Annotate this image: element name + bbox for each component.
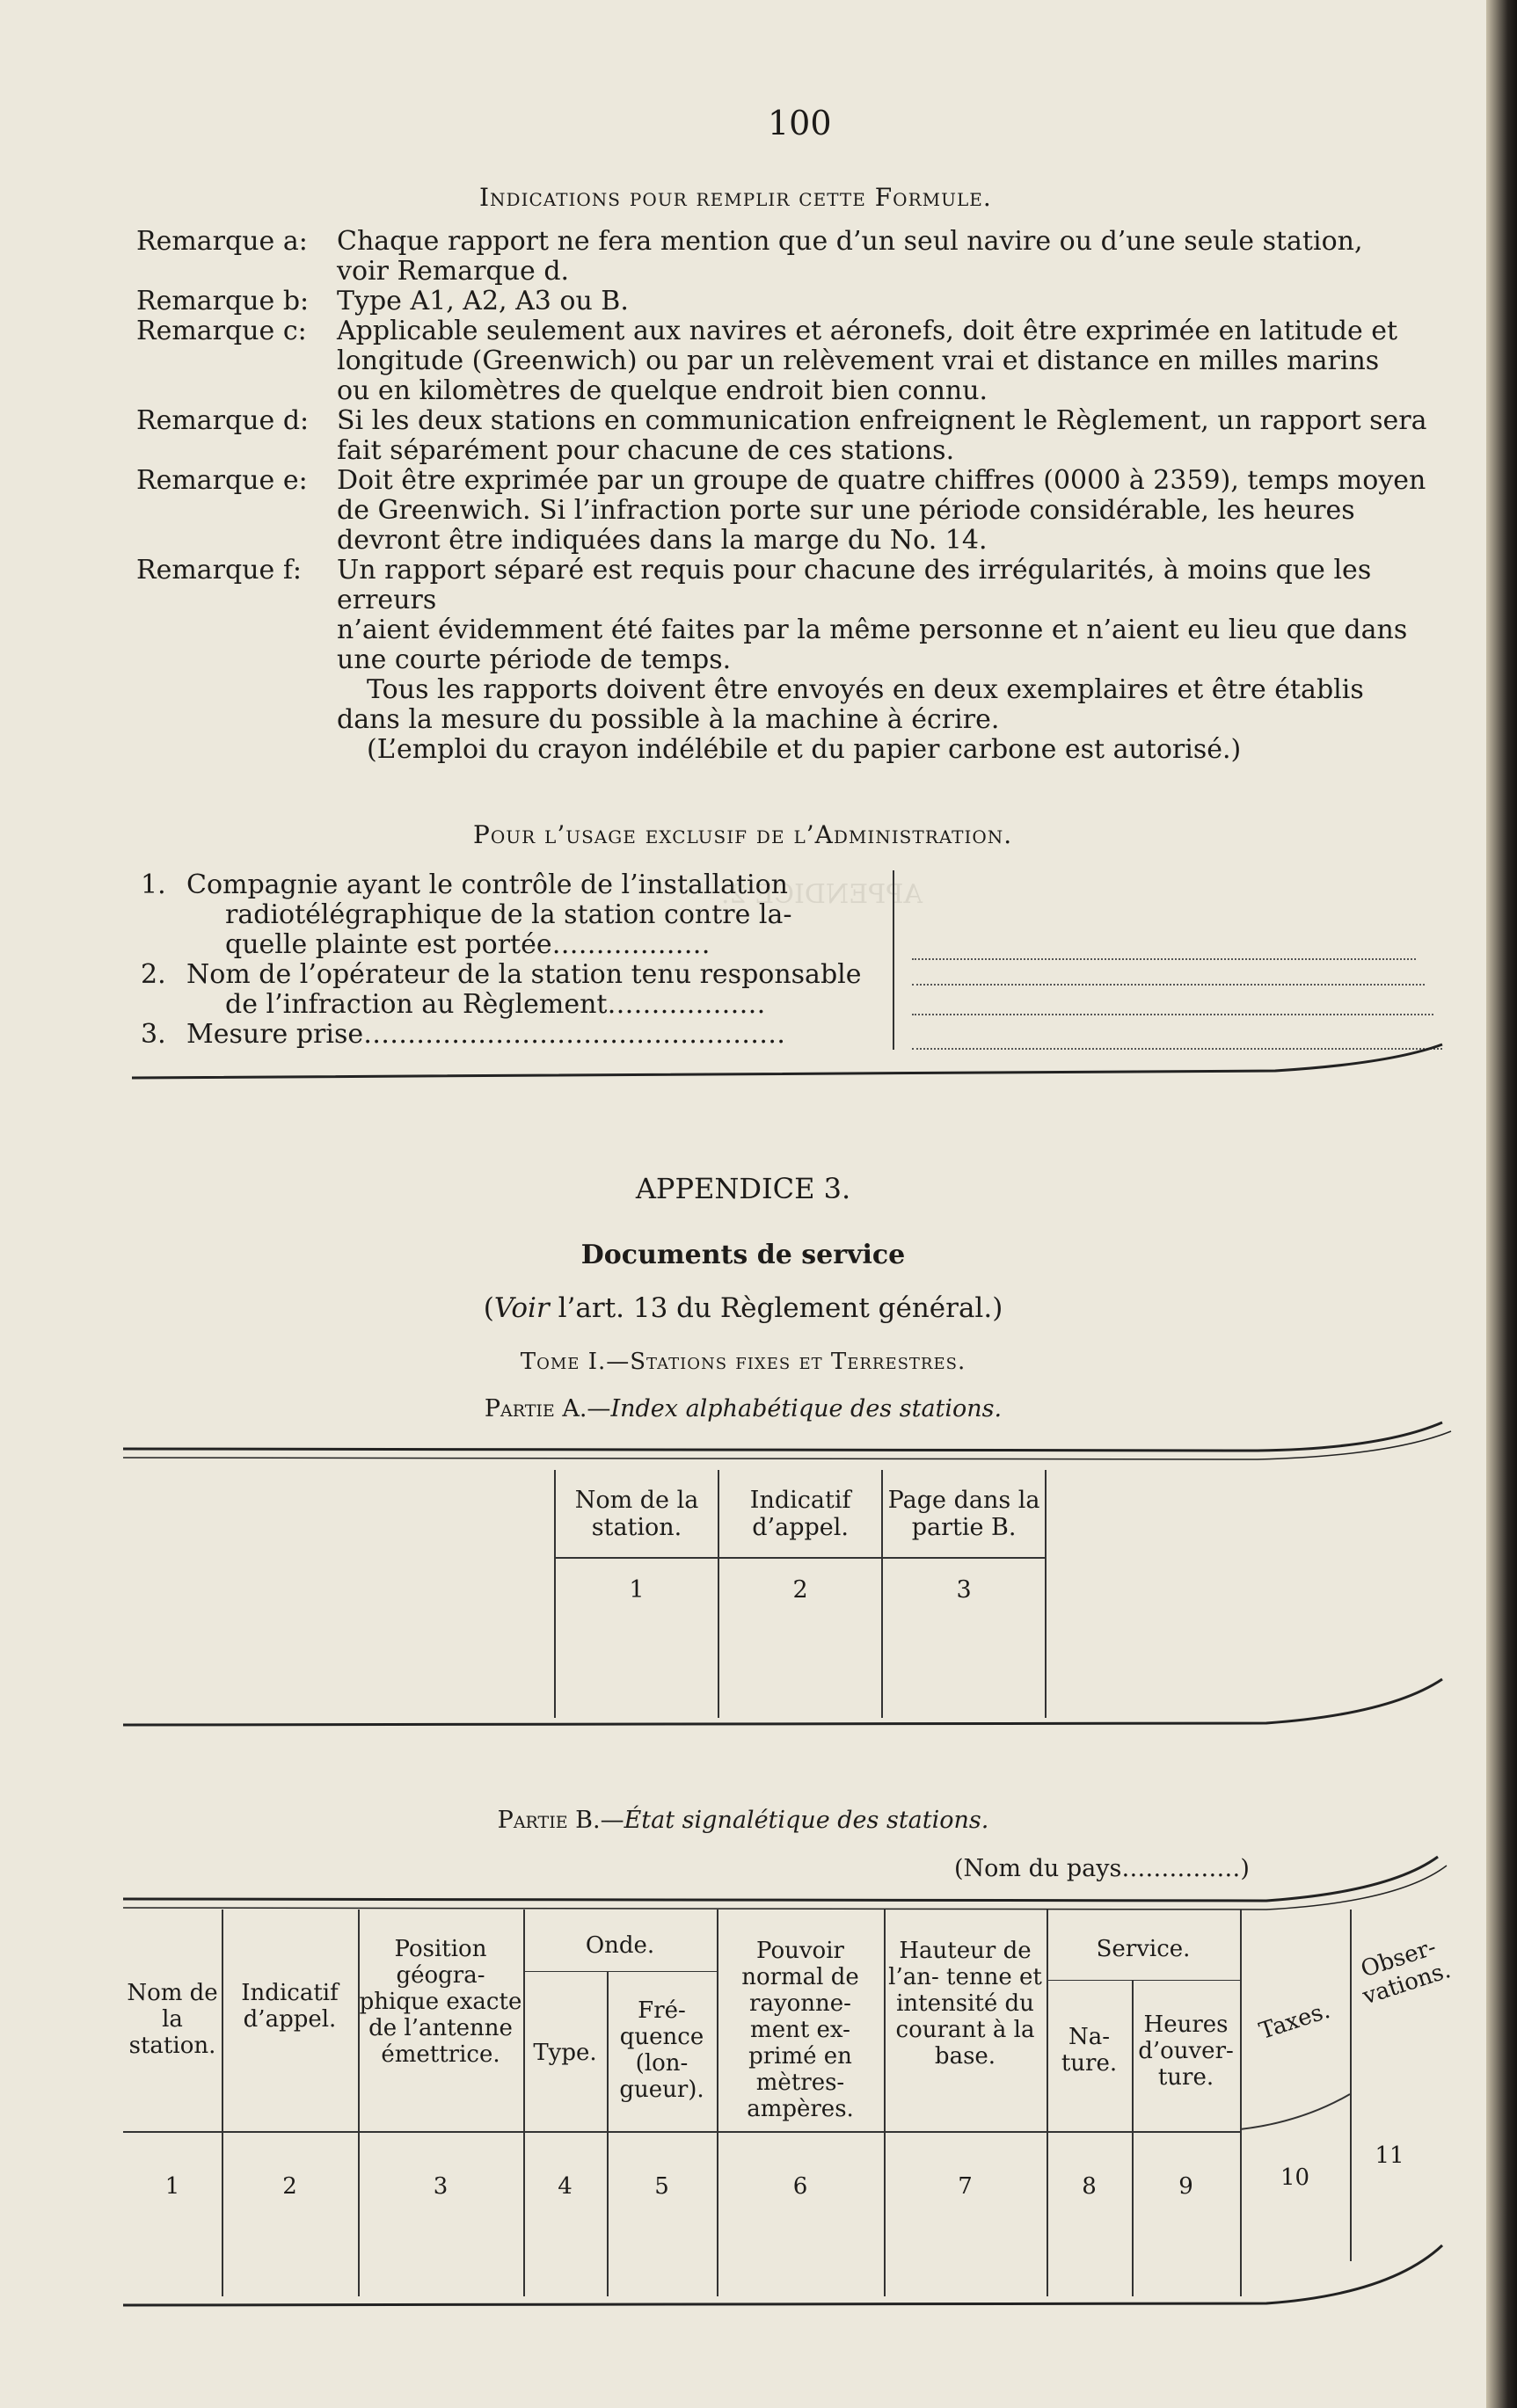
partie-b-title: Partie B.—État signalétique des stations. [497, 1807, 989, 1834]
tb-num-5: 5 [654, 2173, 669, 2200]
admin-form [141, 870, 1451, 1050]
appendix-subtitle: Documents de service [580, 1240, 906, 1270]
bleed-through: APPENDICE 2. [721, 879, 923, 910]
tb-num-4: 4 [558, 2173, 573, 2200]
tb-num-8: 8 [1082, 2173, 1097, 2200]
table-a-col-1: 1 [555, 1558, 718, 1621]
tb-num-10: 10 [1280, 2164, 1310, 2191]
tb-num-3: 3 [433, 2173, 449, 2200]
th-onde: Onde. [585, 1932, 655, 1959]
table-b-bottom-rule [123, 2233, 1460, 2321]
table-a-top-rule [123, 1415, 1460, 1477]
table-a-header-nom: Nom de la station. [555, 1470, 718, 1558]
th-heures: Heures d’ouver- ture. [1138, 2012, 1234, 2091]
admin-item-3: 3. Mesure prise ………………………………………… [141, 1020, 1451, 1050]
page-number: 100 [768, 104, 832, 142]
tome-title: Tome I.—Stations fixes et Terrestres. [520, 1349, 966, 1375]
admin-rule [132, 1037, 1451, 1090]
table-a-col-3: 3 [882, 1558, 1046, 1621]
remark-c: Remarque c: Applicable seulement aux navires et aéronefs, doit être exprimée en latitude et longitude (Greenwich) ou par un relèvement vrai et distance en milles marins ou en kilomètres de quelque endroit bien connu. [136, 316, 1398, 406]
instructions-title: Indications pour remplir cette Formule. [479, 183, 992, 212]
th-frequence: Fré- quence (lon- gueur). [619, 1997, 704, 2103]
closing-line-3: (L’emploi du crayon indélébile et du papier carbone est autorisé.) [367, 734, 1242, 765]
admin-item-1: 1. Compagnie ayant le contrôle de l’installation radiotélégraphique de la station contre la- quelle plainte est portée……………… [141, 870, 1451, 960]
admin-answer-2a[interactable] [912, 964, 1425, 986]
th-pouvoir: Pouvoir normal de rayonne- ment ex- primé en mètres- ampères. [741, 1938, 859, 2122]
tb-num-9: 9 [1178, 2173, 1193, 2200]
th-position: Position géogra- phique exacte de l’antenne émettrice. [359, 1936, 522, 2068]
table-a-header-page: Page dans la partie B. [882, 1470, 1046, 1558]
th-hauteur: Hauteur de l’an- tenne et intensité du courant à la base. [888, 1938, 1042, 2070]
tb-num-2: 2 [282, 2173, 297, 2200]
admin-title: Pour l’usage exclusif de l’Administration. [473, 820, 1013, 849]
th-type: Type. [533, 2040, 597, 2066]
remark-b: Remarque b: Type A1, A2, A3 ou B. [136, 286, 629, 316]
remark-a: Remarque a: Chaque rapport ne fera mention que d’un seul navire ou d’une seule station, voir Remarque d. [136, 226, 1363, 287]
th-nature: Na- ture. [1061, 2024, 1118, 2077]
admin-answer-2b[interactable] [912, 994, 1433, 1015]
th-observations: Obser- vations. [1357, 1933, 1455, 2011]
table-a-col-2: 2 [718, 1558, 882, 1621]
tb-num-1: 1 [164, 2173, 180, 2200]
tb-num-7: 7 [958, 2173, 973, 2200]
remark-d: Remarque d: Si les deux stations en communication enfreignent le Règlement, un rapport sera fait séparément pour chacune de ces stations. [136, 405, 1427, 466]
closing-line-2: dans la mesure du possible à la machine à écrire. [337, 704, 1000, 735]
admin-answer-1[interactable] [912, 932, 1416, 960]
table-a-header-indicatif: Indicatif d’appel. [718, 1470, 882, 1558]
appendix-title: APPENDICE 3. [635, 1172, 851, 1205]
th-taxes: Taxes. [1256, 1997, 1334, 2046]
remarks-block [136, 227, 1455, 765]
th-indicatif: Indicatif d’appel. [241, 1980, 339, 2033]
tb-num-11: 11 [1375, 2142, 1404, 2169]
table-a-bottom-rule [123, 1670, 1460, 1741]
remark-f: Remarque f: Un rapport séparé est requis pour chacune des irrégularités, à moins que les erreurs n’aient évidemment été faites par la même personne et n’aient eu lieu que dans une courte période de temps. [136, 555, 1408, 675]
admin-item-2: 2. Nom de l’opérateur de la station tenu responsable de l’infraction au Règlement……………… [141, 960, 1451, 1020]
appendix-reference: (Voir l’art. 13 du Règlement général.) [483, 1292, 1003, 1324]
tb-num-6: 6 [792, 2173, 808, 2200]
closing-line-1: Tous les rapports doivent être envoyés en deux exemplaires et être établis [367, 674, 1364, 705]
th-nom: Nom de la station. [127, 1980, 218, 2059]
th-service: Service. [1096, 1936, 1191, 1962]
pays-line: (Nom du pays……………) [954, 1855, 1250, 1882]
partie-a-title: Partie A.—Index alphabétique des stations. [484, 1395, 1003, 1422]
remark-e: Remarque e: Doit être exprimée par un groupe de quatre chiffres (0000 à 2359), temps moyen de Greenwich. Si l’infraction porte sur une période considérable, les heures devront être indiquées dans la marge du No. 14. [136, 465, 1426, 556]
table-b-top-rule [123, 1846, 1460, 1917]
book-spine [1486, 0, 1517, 2408]
